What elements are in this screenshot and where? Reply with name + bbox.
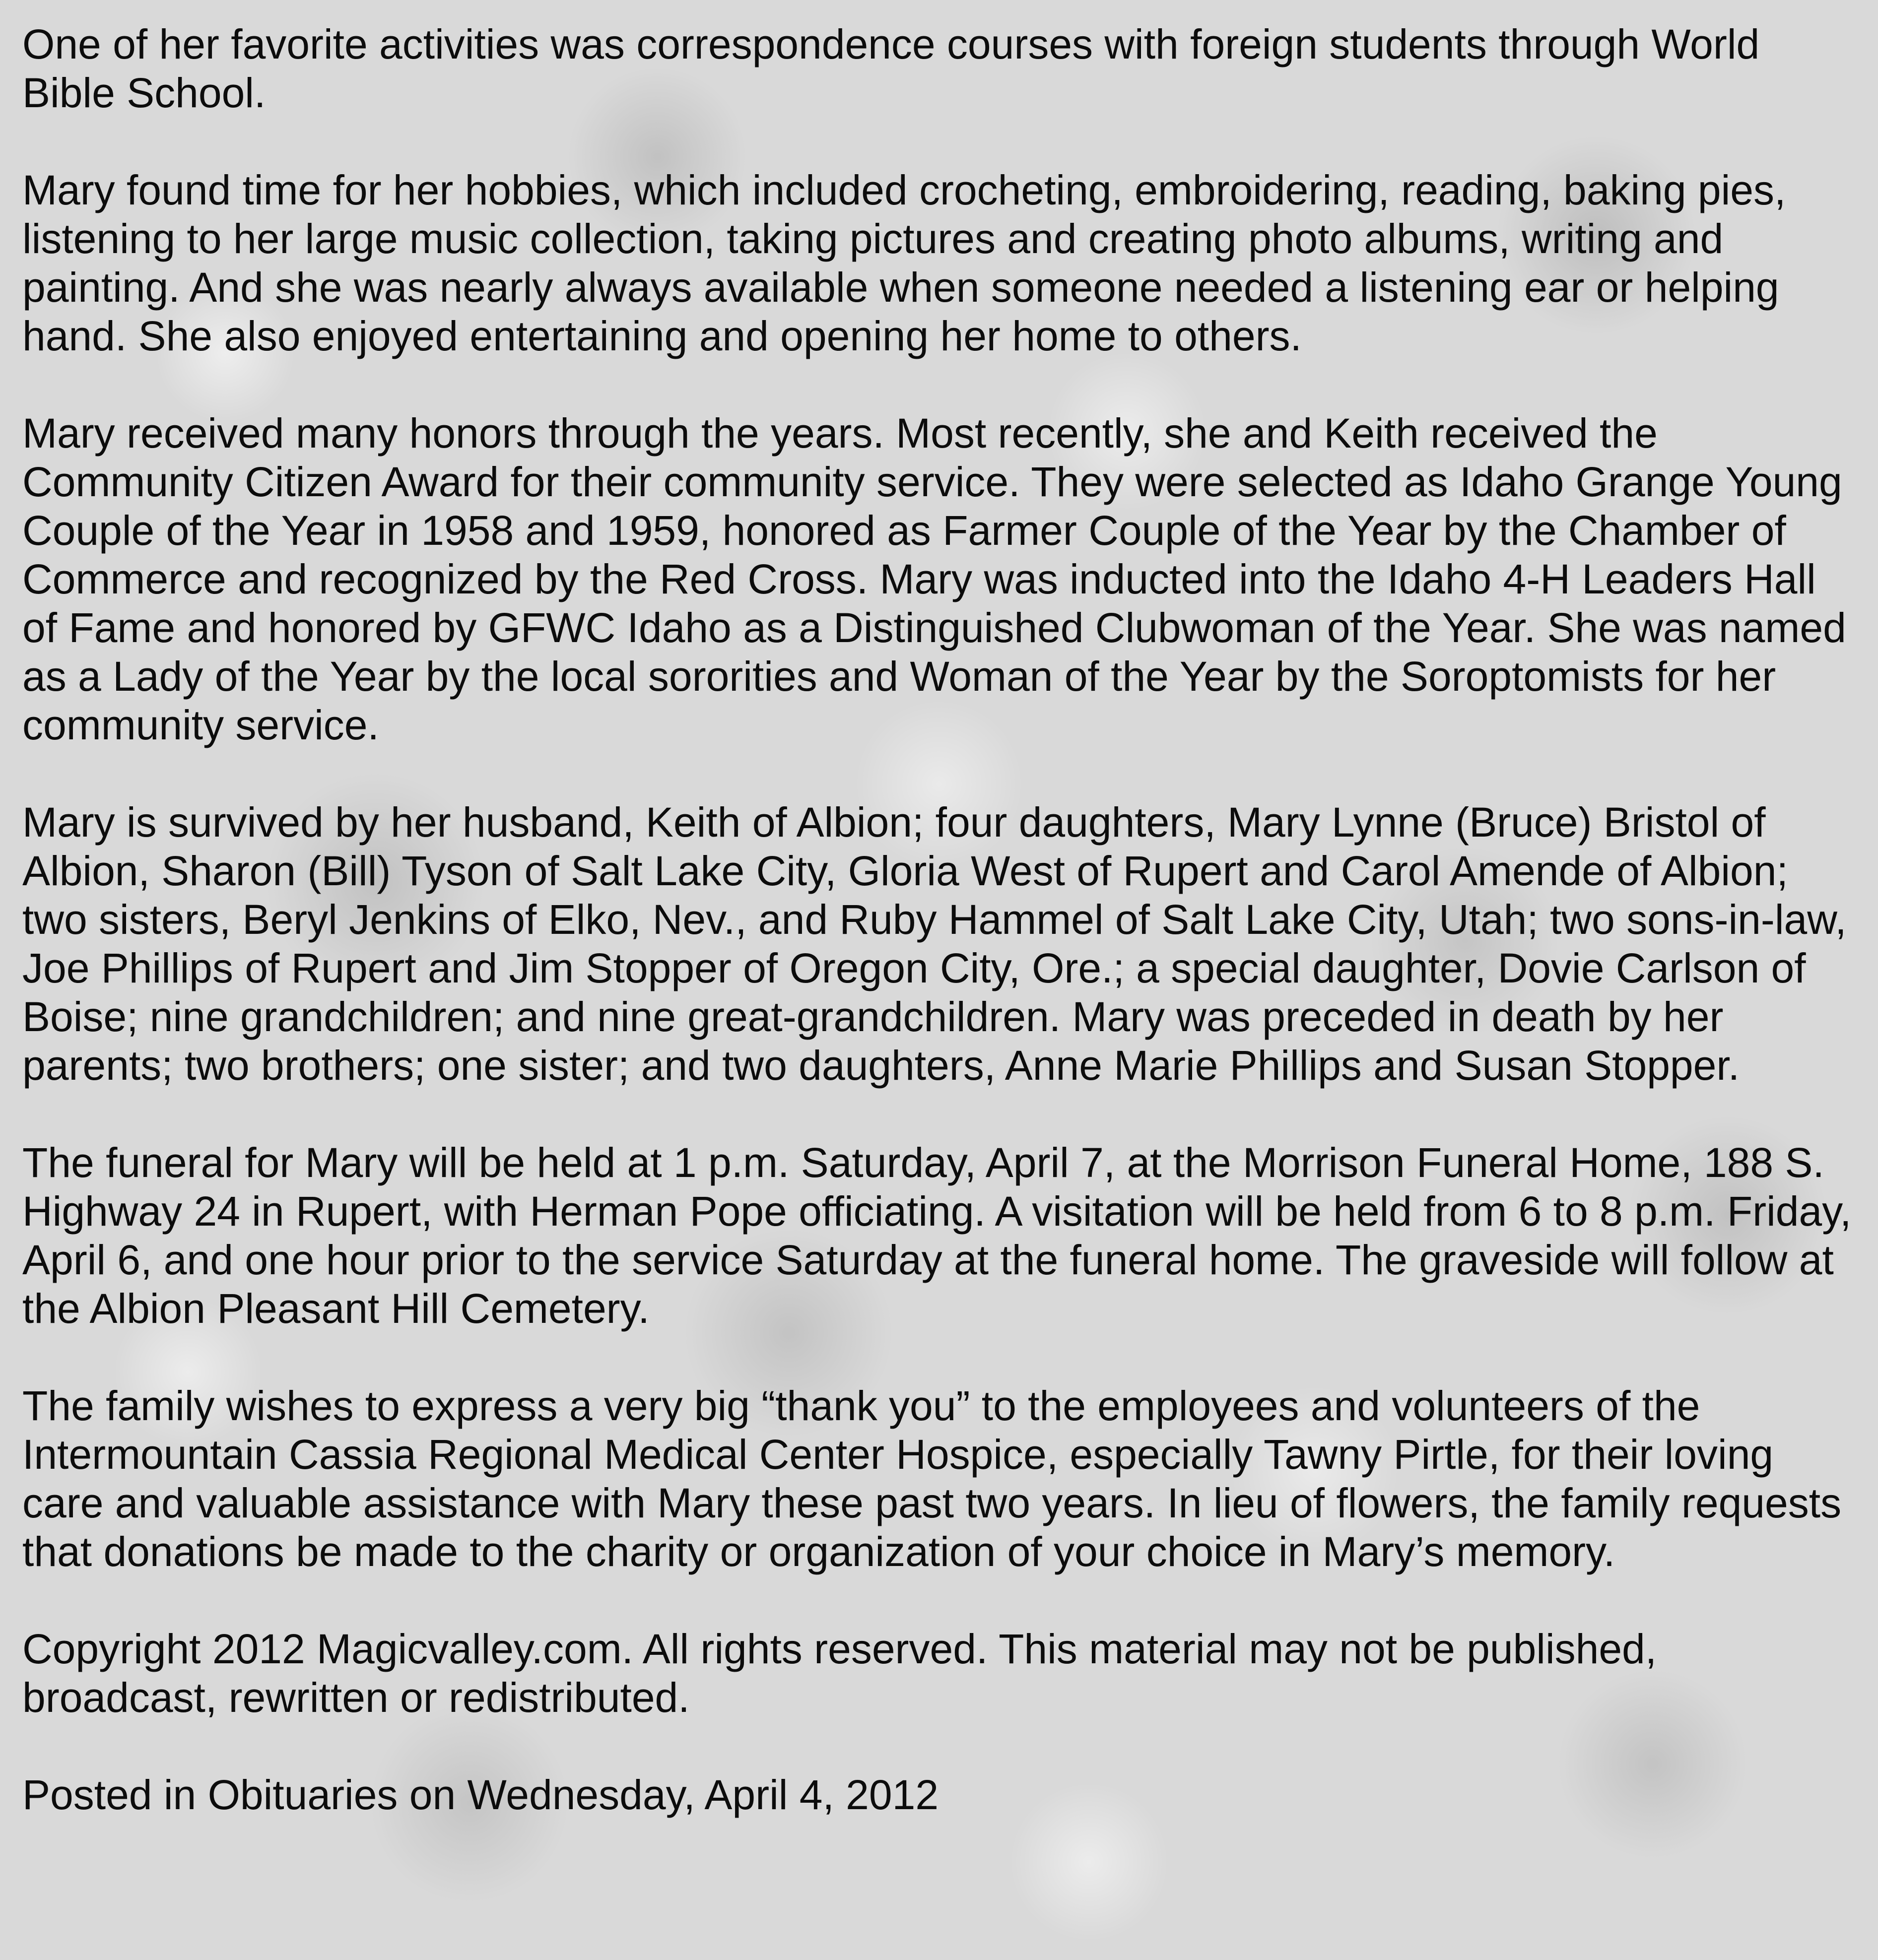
paragraph-thanks: The family wishes to express a very big “thank you” to the employees and volunteers of the Intermountain Cassia Regional Medical Center Hospice, especially Tawny Pirtle, for their loving care and valuable assistance with Mary these past two years. In lieu of flowers, the family requests that donations be made to the charity or organization of your choice in Mary’s memory. [22, 1382, 1842, 1575]
paragraph-honors: Mary received many honors through the years. Most recently, she and Keith received the Community Citizen Award for their community service. They were selected as Idaho Grange Young Couple of the Year in 1958 and 1959, honored as Farmer Couple of the Year by the Chamber of Commerce and recognized by the Red Cross. Mary was inducted into the Idaho 4-H Leaders Hall of Fame and honored by GFWC Idaho as a Distinguished Clubwoman of the Year. She was named as a Lady of the Year by the local sororities and Woman of the Year by the Soroptomists for her community service. [22, 410, 1846, 748]
paragraph-funeral: The funeral for Mary will be held at 1 p.m. Saturday, April 7, at the Morrison Funeral Home, 188 S. Highway 24 in Rupert, with Herman Pope officiating. A visitation will be held from 6 to 8 p.m. Friday, April 6, and one hour prior to the service Saturday at the funeral home. The graveside will follow at the Albion Pleasant Hill Cemetery. [22, 1139, 1852, 1332]
paragraph-survivors: Mary is survived by her husband, Keith of Albion; four daughters, Mary Lynne (Bruce) Bristol of Albion, Sharon (Bill) Tyson of Salt Lake City, Gloria West of Rupert and Carol Amende of Albion; two sisters, Beryl Jenkins of Elko, Nev., and Ruby Hammel of Salt Lake City, Utah; two sons-in-law, Joe Phillips of Rupert and Jim Stopper of Oregon City, Ore.; a special daughter, Dovie Carlson of Boise; nine grandchildren; and nine great-grandchildren. Mary was preceded in death by her parents; two brothers; one sister; and two daughters, Anne Marie Phillips and Susan Stopper. [22, 799, 1847, 1089]
posted-date: Posted in Obituaries on Wednesday, April 4, 2012 [22, 1771, 939, 1818]
copyright-notice: Copyright 2012 Magicvalley.com. All rights reserved. This material may not be published, broadcast, rewritten or redistributed. [22, 1626, 1657, 1721]
obituary-document [22, 20, 1859, 1945]
paragraph-hobbies: Mary found time for her hobbies, which included crocheting, embroidering, reading, baking pies, listening to her large music collection, taking pictures and creating photo albums, writing and painting. And she was nearly always available when someone needed a listening ear or helping hand. She also enjoyed entertaining and opening her home to others. [22, 167, 1786, 359]
paragraph-activities: One of her favorite activities was correspondence courses with foreign students through World Bible School. [22, 21, 1760, 116]
